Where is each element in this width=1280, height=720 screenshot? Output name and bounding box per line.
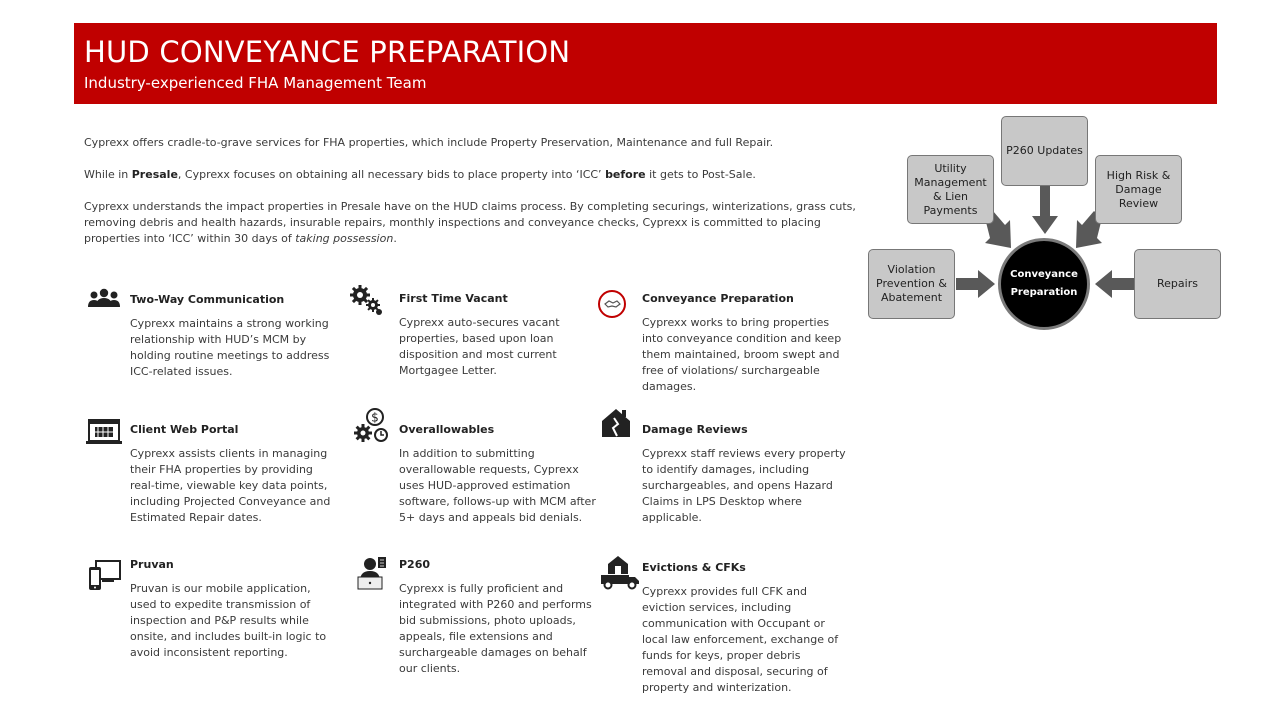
- service-desc-conveyance-preparation: Cyprexx works to bring properties into conveyance condition and keep them maintained, broom swept and free of violations/ surchargeable damages.: [642, 316, 842, 393]
- service-title-p260: P260: [399, 558, 431, 571]
- service-desc-client-web-portal: Cyprexx assists clients in managing their FHA properties by providing real-time, viewable key data points, including Projected Conveyance and Estimated Repair dates.: [130, 447, 331, 524]
- service-desc-pruvan: Pruvan is our mobile application, used to expedite transmission of inspection and P&P results while onsite, and includes built-in logic to avoid inconsistent reporting.: [130, 582, 327, 659]
- service-desc-evictions-cfks: Cyprexx provides full CFK and eviction services, including communication with Occupant or local law enforcement, exchange of funds for keys, proper debris removal and disposal, securing of property and winterization.: [642, 585, 839, 694]
- service-title-pruvan: Pruvan: [130, 558, 174, 571]
- diagram-box-high-risk-damage: High Risk & Damage Review: [1095, 155, 1182, 224]
- service-title-damage-reviews: Damage Reviews: [642, 423, 748, 436]
- service-title-evictions-cfks: Evictions & CFKs: [642, 561, 746, 574]
- intro-paragraph-3: Cyprexx understands the impact properties in Presale have on the HUD claims process. By completing securings, winterizations, grass cuts, removing debris and health hazards, insurable repairs, monthly inspections and conveyance checks, Cyprexx is committed to placing properties into ‘ICC’ within 30 days of taking possession.: [84, 200, 856, 245]
- service-desc-p260: Cyprexx is fully proficient and integrated with P260 and performs bid submissions, photo uploads, appeals, file extensions and surchargeable damages on behalf our clients.: [399, 582, 592, 675]
- service-title-two-way-communication: Two-Way Communication: [130, 293, 285, 306]
- page-title: HUD CONVEYANCE PREPARATION: [84, 35, 571, 69]
- diagram-box-repairs: Repairs: [1134, 249, 1221, 319]
- diagram-box-utility-management: Utility Management & Lien Payments: [907, 155, 994, 224]
- service-desc-damage-reviews: Cyprexx staff reviews every property to identify damages, including surchargeables, and opens Hazard Claims in LPS Desktop where applicable.: [642, 447, 846, 524]
- service-desc-overallowables: In addition to submitting overallowable requests, Cyprexx uses HUD-approved estimation software, follows-up with MCM after 5+ days and appeals bid denials.: [399, 447, 596, 524]
- service-desc-two-way-communication: Cyprexx maintains a strong working relationship with HUD’s MCM by holding routine meetings to address ICC-related issues.: [130, 317, 330, 378]
- arrow-from-repairs: [1095, 270, 1134, 298]
- svg-text:$: $: [371, 410, 379, 425]
- diagram-box-p260-updates: P260 Updates: [1001, 116, 1088, 186]
- service-desc-first-time-vacant: Cyprexx auto-secures vacant properties, based upon loan disposition and most current Mortgagee Letter.: [399, 316, 560, 377]
- diagram-box-violation-prevention: Violation Prevention & Abatement: [868, 249, 955, 319]
- service-title-overallowables: Overallowables: [399, 423, 495, 436]
- service-title-client-web-portal: Client Web Portal: [130, 423, 239, 436]
- arrow-from-violation: [956, 270, 995, 298]
- service-title-conveyance-preparation: Conveyance Preparation: [642, 292, 794, 305]
- intro-paragraph-2: While in Presale, Cyprexx focuses on obtaining all necessary bids to place property into ‘ICC’ before it gets to Post-Sale.: [84, 168, 756, 181]
- diagram-center-conveyance-preparation: Conveyance Preparation: [998, 238, 1090, 330]
- arrow-from-p260: [1032, 186, 1058, 234]
- service-title-first-time-vacant: First Time Vacant: [399, 292, 508, 305]
- page-subtitle: Industry-experienced FHA Management Team: [84, 74, 427, 92]
- intro-paragraph-1: Cyprexx offers cradle-to-grave services for FHA properties, which include Property Preservation, Maintenance and full Repair.: [84, 136, 774, 149]
